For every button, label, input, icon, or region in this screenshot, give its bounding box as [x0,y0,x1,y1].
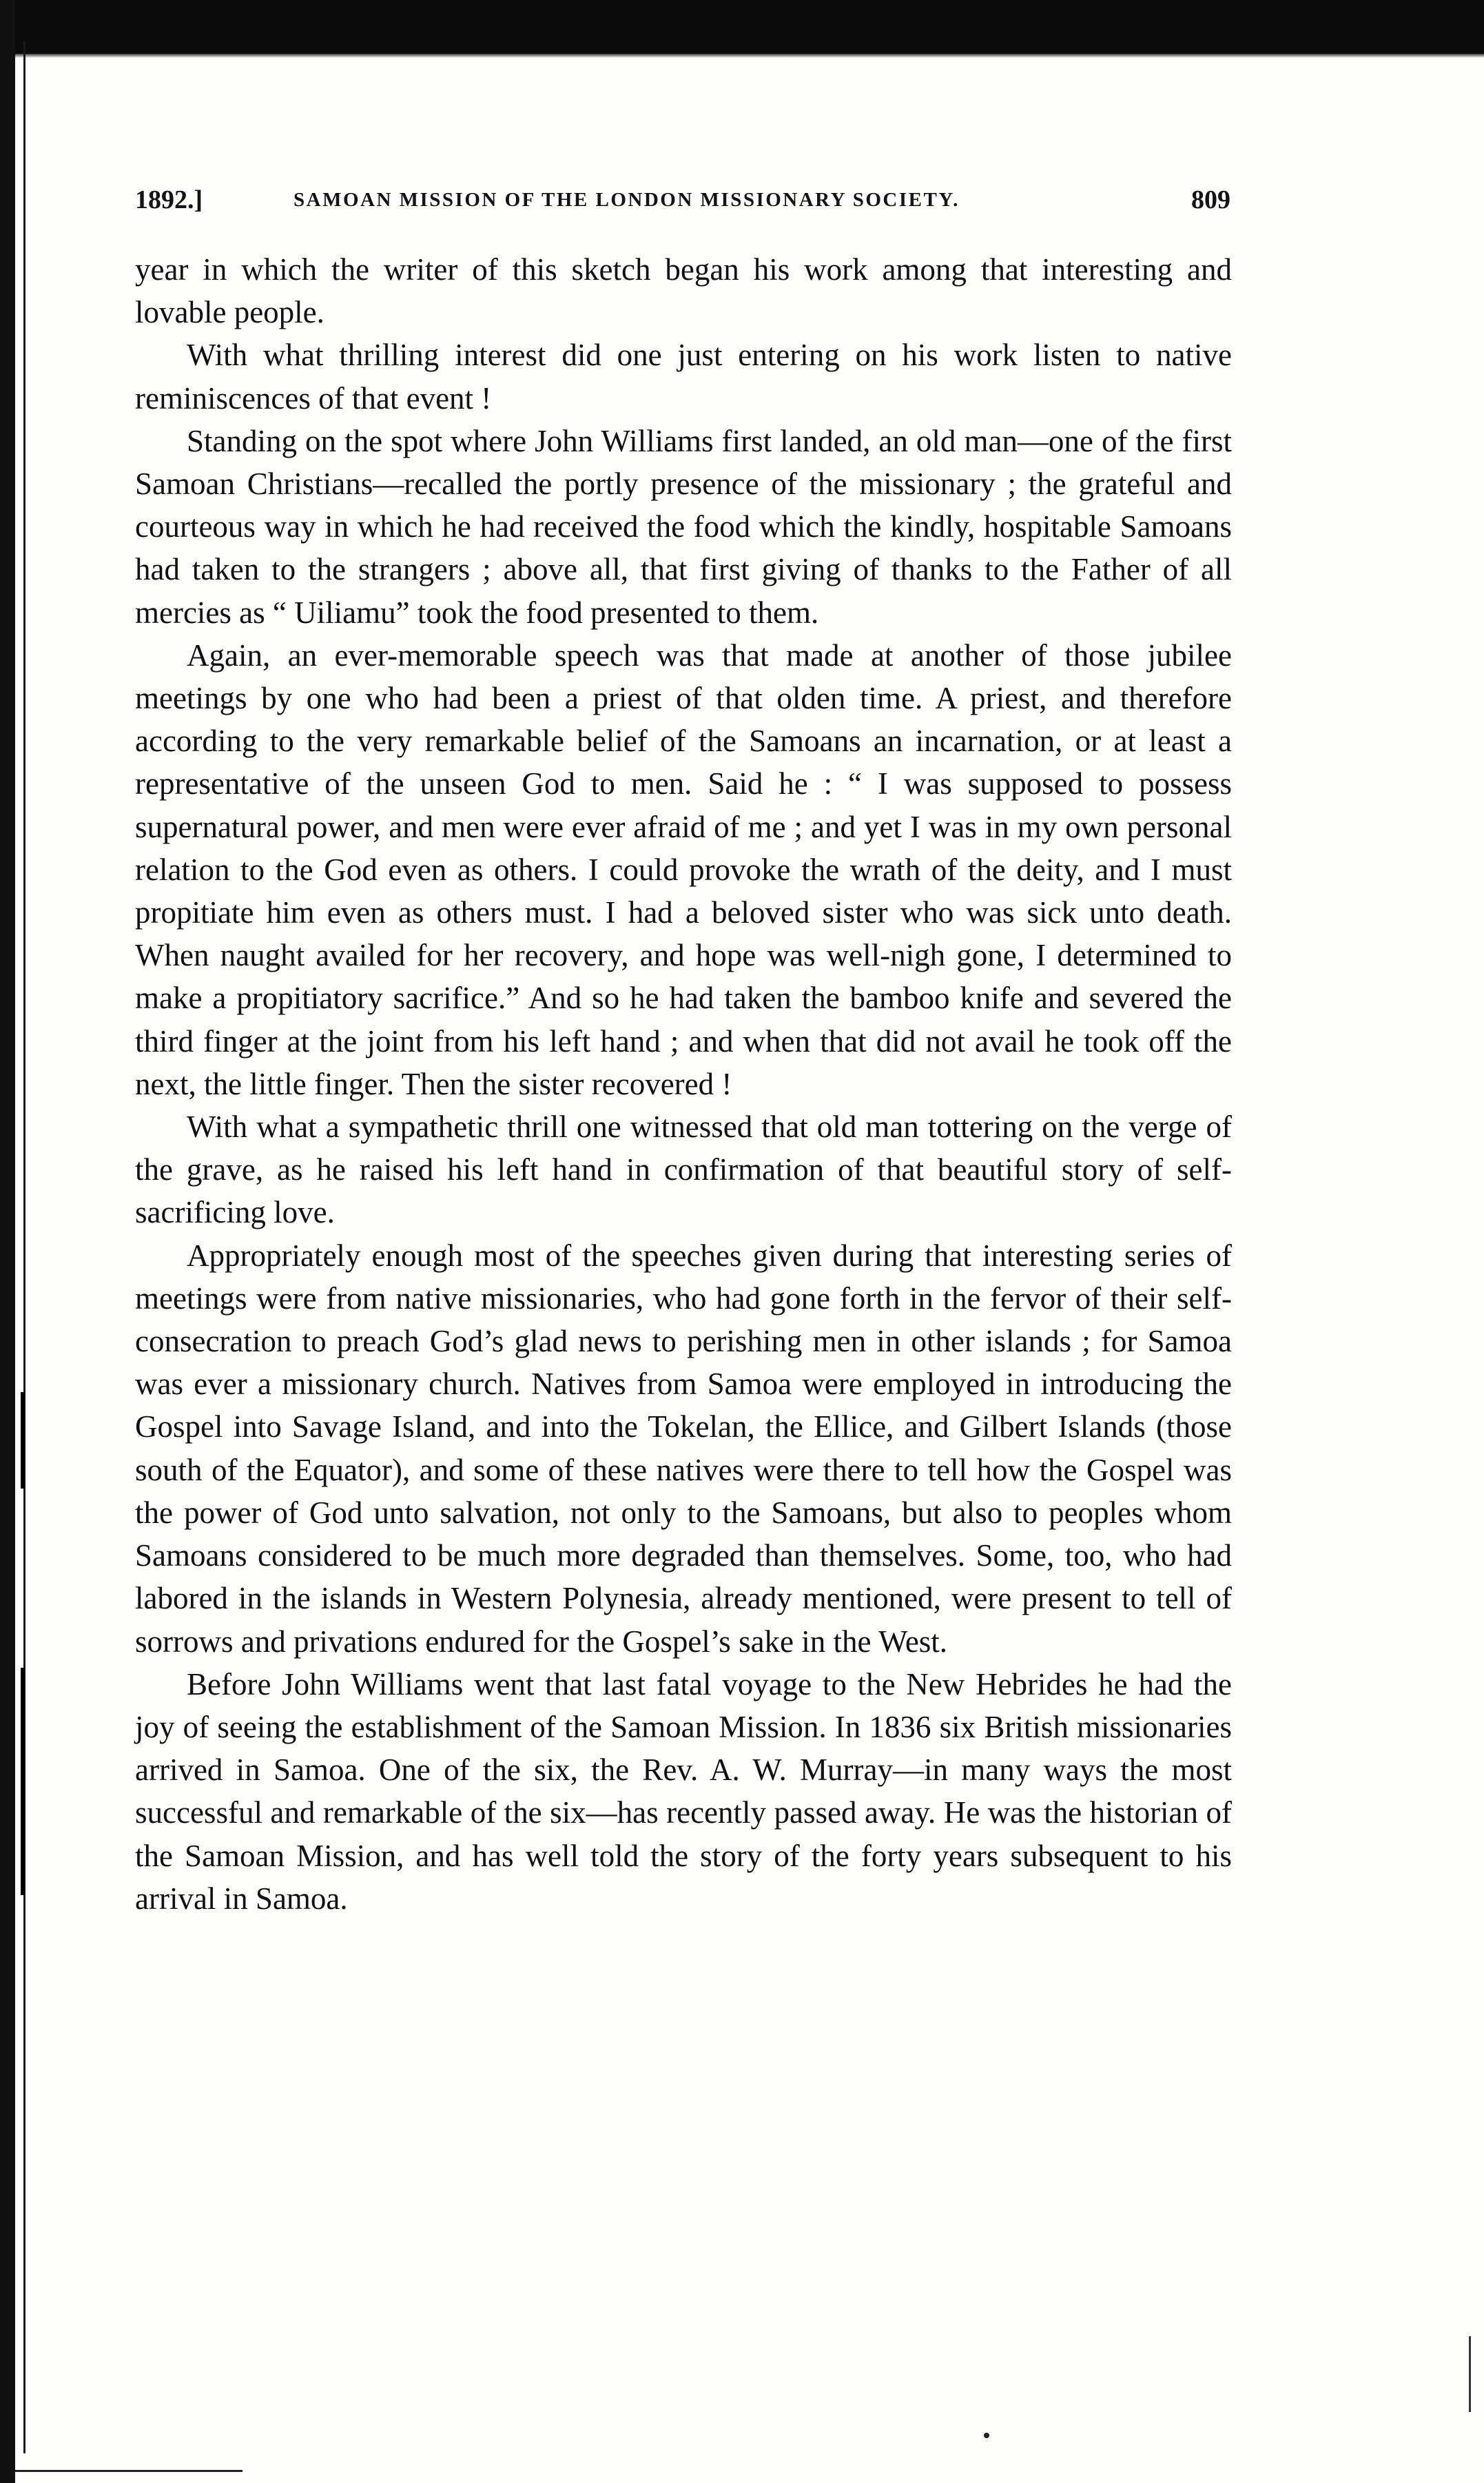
running-header [135,185,1230,219]
paragraph-native-missionaries: Appropriately enough most of the speeches given during that interesting series of meetings were from native missionaries, who had gone forth in the fervor of their self-consecration to preach God’s glad news to perishing men in other islands ; for Samoa was ever a missionary church. Natives from Samoa were employed in introducing the Gospel into Savage Island, and into the Tokelan, the Ellice, and Gilbert Islands (those south of the Equator), and some of these natives were there to tell how the Gospel was the power of God unto salvation, not only to the Samoans, but also to peoples whom Samoans considered to be much more degraded than themselves. Some, too, who had labored in the islands in Western Polynesia, already mentioned, were present to tell of sorrows and privations endured for the Gospel’s sake in the West. [135,1238,1232,1659]
paragraph-reminiscences: With what thrilling interest did one just entering on his work listen to native reminiscences of that event ! [135,338,1232,416]
scan-right-mark [1469,2336,1471,2412]
paragraph-continuation: year in which the writer of this sketch began his work among that interesting and lovable people. [135,252,1232,330]
scan-top-shadow [0,54,1484,58]
ink-speck [984,2433,989,2438]
gutter-mark-lower [21,1668,25,1895]
page-number: 809 [1191,185,1230,214]
gutter-mark-upper [21,1392,25,1489]
page-gutter-line [23,41,25,2453]
header-year: 1892.] [135,185,203,214]
paragraph-priest-speech: Again, an ever-memorable speech was that made at another of those jubilee meetings by one who had been a priest of that olden time. A priest, and therefore according to the very remarkable belief of the Samoans an incarnation, or at least a representative of the unseen God to men. Said he : “ I was supposed to possess supernatural power, and men were ever afraid of me ; and yet I was in my own personal relation to the God even as others. I could provoke the wrath of the deity, and I must propitiate him even as others must. I had a beloved sister who was sick unto death. When naught availed for her recovery, and hope was well-nigh gone, I determined to make a propitiatory sacrifice.” And so he had taken the bamboo knife and severed the third finger at the joint from his left hand ; and when that did not avail he took off the next, the little finger. Then the sister recovered ! [135,637,1232,1101]
paragraph-landing-spot: Standing on the spot where John Williams first landed, an old man—one of the first Samoan Christians—recalled the portly presence of the missionary ; the grateful and courteous way in which he had received the food which the kindly, hospitable Samoans had taken to the strangers ; above all, that first giving of thanks to the Father of all mercies as “ Uiliamu” took the food presented to them. [135,423,1232,630]
scan-top-border [0,0,1484,54]
article-body [135,248,1232,1920]
paragraph-samoan-mission: Before John Williams went that last fatal voyage to the New Hebrides he had the joy of seeing the establishment of the Samoan Mission. In 1836 six British missionaries arrived in Samoa. One of the six, the Rev. A. W. Murray—in many ways the most successful and remarkable of the six—has recently passed away. He was the historian of the Samoan Mission, and has well told the story of the forty years subsequent to his arrival in Samoa. [135,1666,1232,1916]
scan-left-border [0,0,15,2483]
scan-bottom-border [15,2470,243,2472]
paragraph-old-man: With what a sympathetic thrill one witnessed that old man tottering on the verge of the grave, as he raised his left hand in confirmation of that beautiful story of self-sacrificing love. [135,1110,1232,1230]
header-title: SAMOAN MISSION OF THE LONDON MISSIONARY SOCIETY. [293,189,960,211]
